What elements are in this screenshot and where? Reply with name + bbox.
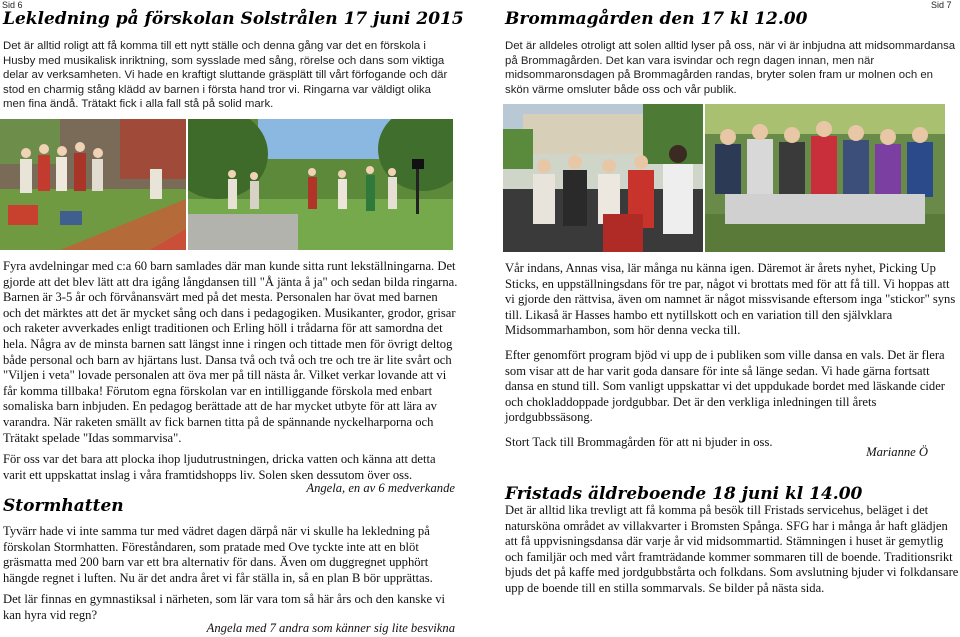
body-text-3: Stort Tack till Brommagården för att ni bjuder in oss. — [505, 434, 773, 449]
body-text: Fyra avdelningar med c:a 60 barn samlades där man kunde sitta runt lekställningarna. Det gjorde att det blev lätt att dra igång långdansen till "Å jänta å ja" och sedan bilda ringarna. Barnen är 3-5 år och förvånansvärt med på det mesta. Personalen har övat med barnen och det märktes att det är mycket sång och dans i pedagogiken. Musikanter, grodor, grisar och raketer avverkades enligt traditionen och Erling höll i trådarna för att samordna det hela. Några av de minsta barnen satt längst inne i ringen och tittade men för övrigt deltog både personal och barn av hjärtans lust. Dansa två och två och tre och tre är lite svårt och "Viljen i veta" lovade personalen att öva mer på till nästa år. Vilket verkar lovande att vi får komma tillbaka! Förutom egna förskolan var en intilliggande förskola med enbart somaliska barn inbjuden. En pedagog berättade att de har mycket utbyte för att lära av varandra. När raketen smällt av fick barnen titta på de spännande nyckelharporna och Trätakt spelade "Idas sommarvisa". — [3, 259, 458, 445]
article-title-brommagarden: Brommagården den 17 kl 12.00 — [505, 9, 808, 29]
article-body-stormhatten — [3, 524, 458, 624]
signature-angela: Angela, en av 6 medverkande — [306, 481, 455, 495]
folk-dancers-at-preschool-photo — [0, 119, 186, 250]
body-text-2: Efter genomfört program bjöd vi upp de i publiken som ville dansa en vals. Det är flera som visar att de har varit goda dansare för inte så länge sedan. Vi hade gärna fortsatt dansa en stund till. Som vanligt uppskattar vi det uppdukade bordet med läskande cider och chokladdoppade jordgubbar. Det är den verkliga inledningen till årets jordgubbssäsong. — [505, 347, 945, 425]
article-body-solstralen — [3, 259, 458, 483]
article-title-solstralen: Lekledning på förskolan Solstrålen 17 juni 2015 — [3, 9, 464, 29]
signature-angela-2: Angela med 7 andra som känner sig lite besvikna — [206, 621, 455, 635]
fiddlers-playing-photo — [503, 104, 703, 252]
page-number-left: Sid 6 — [2, 0, 23, 10]
body-text: Tyvärr hade vi inte samma tur med vädret dagen därpå när vi skulle ha lekledning på förskolan Stormhatten. Föreståndaren, som pratade med Ove tyckte inte att en blöt gräsmatta med 200 barn var ett bra alternativ för dans. Även om duggregnet upphört hängde regnet i luften. Nu är det andra året vi får ställa in, så en plan B bör upprättas. — [3, 524, 433, 585]
signature-marianne: Marianne Ö — [866, 445, 928, 459]
article-title-fristads: Fristads äldreboende 18 juni kl 14.00 — [505, 484, 863, 504]
article-title-stormhatten: Stormhatten — [3, 496, 124, 516]
article-body-brommagarden — [505, 261, 960, 451]
intro-text: Det är alldeles otroligt att solen alltid lyser på oss, när vi är inbjudna att midsommardansa på Brommagården. Det kan vara isvindar och regn dagen innan, men när midsommaronsdagen på Brommagården randas, bryter solen fram ur molnen och en skön värme omsluter både oss och vår publik. — [505, 40, 956, 96]
intro-text: Det är alltid roligt att få komma till ett nytt ställe och denna gång var det en förskola i Husby med musikalisk inriktning, som sysslade med sång, rörelse och dans som viktiga delar av verksamheten. Vi hade en kraftigt sluttande gräsplätt till vårt förfogande och där stod en charmig stång klädd av barnen i första hand tror vi. Ringarna var väldigt olika men fina ändå. Trätakt fick i alla fall stå på solid mark. — [3, 40, 448, 111]
body-text-1: Vår indans, Annas visa, lär många nu känna igen. Däremot är årets nyhet, Picking Up Sticks, en uppställningsdans för tre par, något vi brottats med för att få till. Vi hoppas att vi gjorde den rättvisa, även om namnet är något missvisande eftersom inga "stickor" syns till. Likaså är Hasses hambo ett nytillskott och en variation till den självklara Midsommarhambon, som hör denna vecka till. — [505, 261, 956, 338]
page-number-right: Sid 7 — [931, 0, 952, 10]
article-body-fristads — [505, 503, 960, 597]
article-intro-brommagarden — [505, 39, 960, 97]
audience-seated-photo — [705, 104, 945, 252]
body-text-2: För oss var det bara att plocka ihop ljudutrustningen, dricka vatten och känna att detta varit ett uppskattat inslag i våra framtidshopps liv. Solen sken dessutom över oss. — [3, 452, 436, 482]
dancers-on-lawn-photo — [188, 119, 453, 250]
body-text: Det är alltid lika trevligt att få komma på besök till Fristads servicehus, beläget i det natursköna området av villakvarter i Bromsten Spånga. SFG har i många år haft glädjen att få uppvisningsdansa där varje år vid midsommartid. Stämningen i huset är gemytlig och familjär och med vårt framträdande kommer sommaren till de boende. Traditionsrikt bjuds det på kaffe med jordgubbstårta och folkdans. Som avslutning bjuder vi folkdansare upp de boende till en stilla sommarvals. Se bilder på nästa sida. — [505, 503, 959, 595]
article-intro-solstralen — [3, 39, 453, 112]
body-text-2: Det lär finnas en gymnastiksal i närheten, som lär vara tom så här års och den kanske vi kan hyra vid regn? — [3, 592, 446, 622]
